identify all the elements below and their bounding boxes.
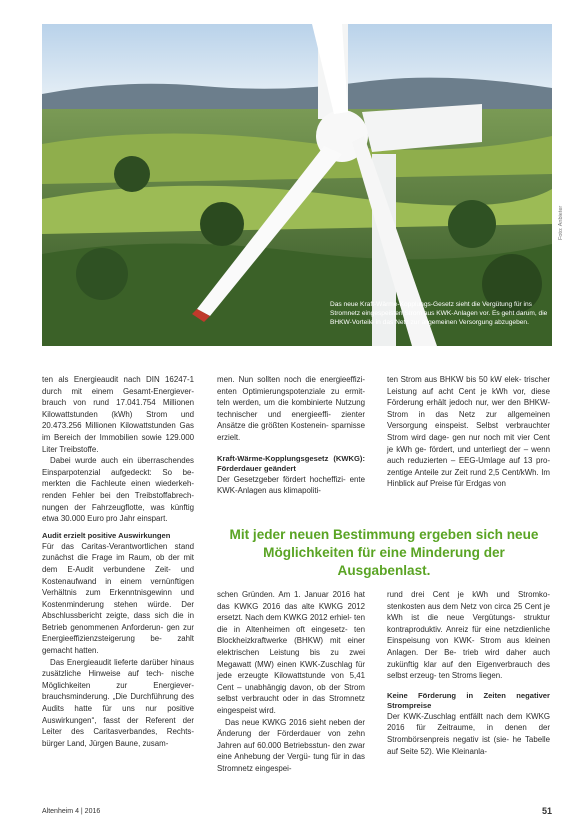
paragraph: rund drei Cent je kWh und Stromko- stenkosten aus dem Netz von circa 25 Cent je kWh ist die neue Vergütungs- struktur kontraproduktiv. Anreiz für eine netzdienliche Einspeisung von KWK- Strom aus kleinen Anlagen. Der Be- trieb wird daher auch zukünftig klar auf den Eigenverbrauch des selbst erzeug- ten Stroms liegen. <box>387 590 550 681</box>
paragraph: Der KWK-Zuschlag entfällt nach dem KWKG 2016 für Zeitraume, in denen der Strombörsenpreis negativ ist (sie- he Tabelle auf Seite 52). Wie Kleinanla- <box>387 711 550 756</box>
paragraph: ten Strom aus BHKW bis 50 kW elek- trischer Leistung auf acht Cent je kWh vor, diese Förderung erhält jedoch nur, wer den BHKW-Strom in das Netz zur allgemeinen Versorgung einspeist. Selbst verbrauchter Strom wird dage- gen nur noch mit vier Cent je kWh ge- fördert, und unterliegt der – wenn auch reduzierten – EEG-Umlage auf 13 pro- zentige Anteile zur Zeit rund 2,5 Cent/kWh. Im Hinblick auf Preise für Erdgas von <box>387 375 550 489</box>
paragraph: ten als Energieaudit nach DIN 16247-1 durch mit einem Gesamt-Energiever- brauch von rund 17.041.754 Millionen Kilowattstunden (kWh) Strom und 20.473.256 Millionen Kilowattstunden Gas im Bereich der Immobilien sowie 129.000 Liter Treibstoffe. <box>42 375 194 454</box>
section-heading: Keine Förderung in Zeiten negativer Strompreise <box>387 690 550 710</box>
paragraph: Für das Caritas-Verantwortlichen stand zunächst die Frage im Raum, ob der mit dem E-Audit verbundene Zeit- und Kostenaufwand in einem vernünftigen Verhältnis zum Erkenntnisgewinn und Kostenminderung stehen würde. Der Abschlussbericht zeigte, dass sich die in Betrieb genommenen Anforderun- gen zur Energieeffizienzsteigerung be- zahlt gemacht hatten. <box>42 541 194 656</box>
paragraph: Das neue KWKG 2016 sieht neben der Änderung der Förderdauer von zehn Jahren auf 60.000 Betriebsstun- den zwar eine Anhebung der Vergü- tung für in das Stromnetz eingespei- <box>217 717 365 773</box>
section-heading: Audit erzielt positive Auswirkungen <box>42 530 171 540</box>
paragraph: Das Energieaudit lieferte darüber hinaus zusätzliche Hinweise auf tech- nische Möglichkeiten zur Energiever- brauchsminderung. „Die Durchführung des Audits hatte für uns nur positive Auswirkungen“, fasst der Referent der Leiter des Caritasverbandes, Rechts- bürger Land, Jürgen Baune, zusam- <box>42 657 194 748</box>
photo-credit: Foto: Anbieter <box>558 205 564 240</box>
magazine-issue: Altenheim 4 | 2016 <box>42 808 101 815</box>
column-2-bottom <box>217 589 365 775</box>
column-3-top <box>387 374 550 490</box>
paragraph: Dabei wurde auch ein überraschendes Einsparpotenzial aufgedeckt: So be- merkten die Fachleute einen wiederkeh- renden Fehler bei den Treibstoffabrech- nungen der Fahrzeugflotte, was künftig etwa 30.000 Euro pro Jahr einspart. <box>42 456 194 524</box>
landscape-illustration <box>42 24 552 346</box>
paragraph: schen Gründen. Am 1. Januar 2016 hat das KWKG 2016 das alte KWKG 2012 ersetzt. Nach dem KWKG 2012 erhiel- ten die in Altenheimen oft eingesetz- ten Blockheizkraftwerke (BHKW) mit einer elektrischen Leistung bis zu zwei Megawatt (MW) einen KWK-Zuschlag für jede erzeugte Kilowattstunde von 5,41 Cent – unabhängig davon, ob der Strom selbst verbraucht oder in das Stromnetz eingespeist wird. <box>217 590 365 715</box>
column-2-top <box>217 374 365 497</box>
pull-quote: Mit jeder neuen Bestimmung ergeben sich neue Möglichkeiten für eine Minderung der Ausgabenlast. <box>229 527 539 578</box>
page-number: 51 <box>541 806 552 816</box>
photo-caption: Das neue Kraft-Wärme-Kopplungs-Gesetz sieht die Vergütung für ins Stromnetz eingespeisten Strom aus KWK-Anlagen vor. Es geht darum, die BHKW-Vorteile in das Netz zur allgemeinen Versorgung abzugeben. <box>330 301 548 326</box>
paragraph: Der Gesetzgeber fördert hocheffizi- ente KWK-Anlagen aus klimapoliti- <box>217 474 365 496</box>
paragraph: men. Nun sollten noch die energieeffizi- enten Optimierungspotenziale zu ermit- teln werden, um die kombinierte Nutzung technischer und energieeffi- zienter Ansätze die größten Kostenein- sparnisse erzielt. <box>217 375 365 442</box>
wind-turbine-photo <box>42 24 552 346</box>
column-1 <box>42 374 194 749</box>
column-3-bottom <box>387 589 550 757</box>
section-heading: Kraft-Wärme-Kopplungsgesetz (KWKG): Förderdauer geändert <box>217 453 365 473</box>
